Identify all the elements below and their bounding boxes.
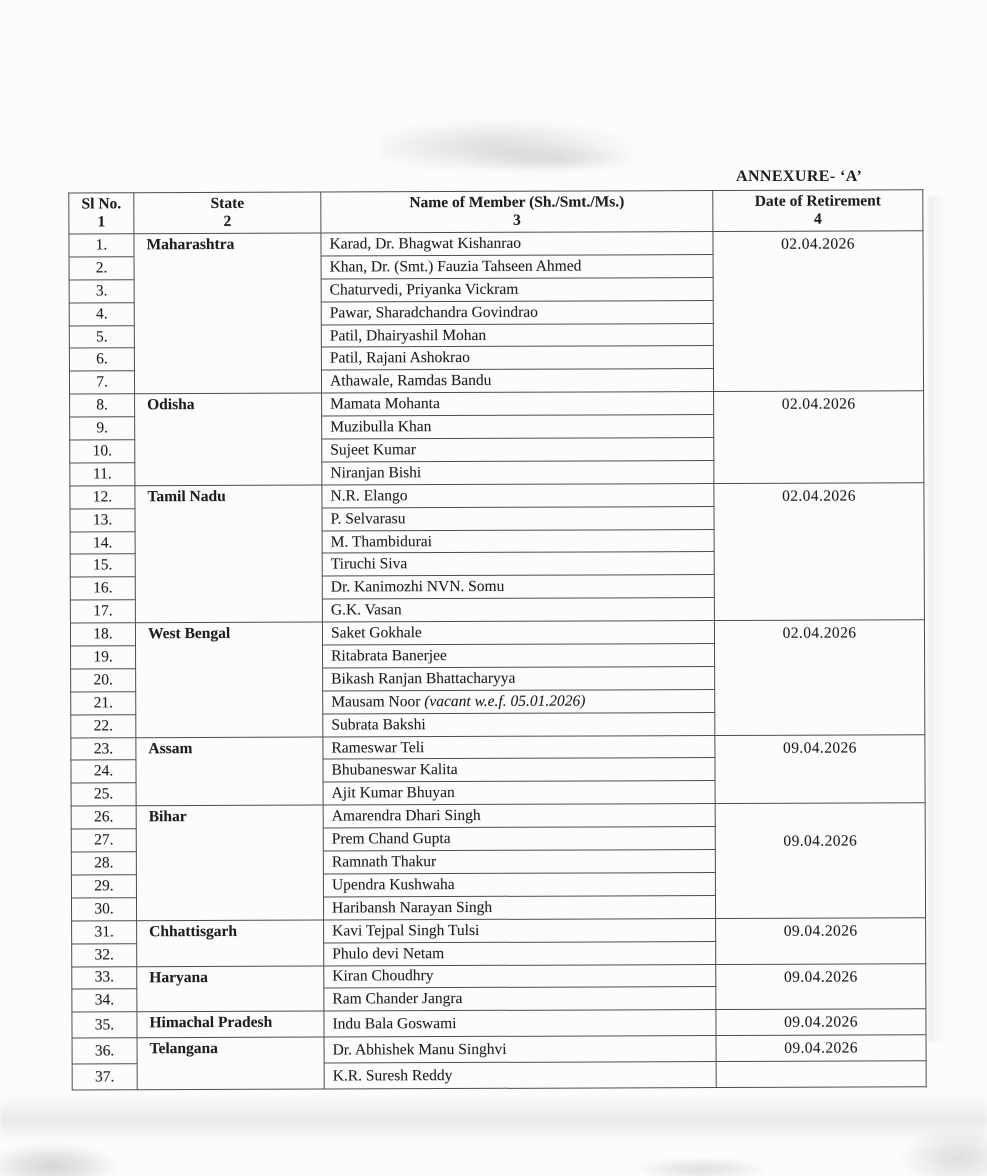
- state-cell: Odisha: [135, 393, 322, 485]
- member-name-cell: Niranjan Bishi: [322, 460, 714, 484]
- member-name-cell: Mausam Noor (vacant w.e.f. 05.01.2026): [323, 689, 715, 713]
- sl-cell: 36.: [72, 1038, 137, 1064]
- member-name-cell: Indu Bala Goswami: [324, 1010, 716, 1037]
- sl-cell: 37.: [72, 1064, 137, 1090]
- member-name-cell: Phulo devi Netam: [324, 941, 716, 965]
- header-label: Name of Member (Sh./Smt./Ms.): [409, 193, 625, 212]
- member-name-cell: Amarendra Dhari Singh: [323, 804, 715, 828]
- sl-cell: 6.: [69, 348, 134, 371]
- scan-smudge: [380, 118, 640, 170]
- header-state: [134, 192, 321, 234]
- sl-cell: 14.: [70, 531, 135, 554]
- sl-cell: 11.: [70, 463, 135, 486]
- sl-cell: 17.: [70, 600, 135, 623]
- member-name-cell: Pawar, Sharadchandra Govindrao: [321, 300, 713, 324]
- table-row: [72, 917, 926, 943]
- sl-cell: 30.: [71, 898, 136, 921]
- sl-cell: 28.: [71, 852, 136, 875]
- member-name-cell: Rameswar Teli: [323, 735, 715, 759]
- sl-cell: 7.: [69, 371, 134, 394]
- table-row: [72, 1035, 926, 1064]
- sl-cell: 27.: [71, 829, 136, 852]
- member-name-cell: Karad, Dr. Bhagwat Kishanrao: [321, 232, 713, 256]
- state-cell: Maharashtra: [134, 233, 322, 394]
- sl-cell: 13.: [70, 508, 135, 531]
- sl-cell: 2.: [69, 257, 134, 280]
- header-number: 1: [97, 213, 106, 231]
- members-table: [68, 189, 926, 1090]
- scan-edge-shadow: [928, 196, 946, 1042]
- sl-cell: 25.: [71, 783, 136, 806]
- member-name-cell: Haribansh Narayan Singh: [323, 895, 715, 919]
- scan-shading-mark: [636, 1158, 766, 1176]
- table-row: [72, 1009, 926, 1038]
- retirement-date-cell: 09.04.2026: [715, 734, 925, 803]
- sl-cell: 26.: [71, 806, 136, 829]
- sl-cell: 31.: [72, 920, 137, 943]
- vacancy-note: (vacant w.e.f. 05.01.2026): [420, 692, 586, 710]
- header-number: 3: [512, 211, 521, 229]
- retirement-date-cell: 09.04.2026: [715, 803, 925, 918]
- table-row: [70, 391, 924, 417]
- member-name-cell: Dr. Kanimozhi NVN. Somu: [322, 575, 714, 599]
- state-cell: Bihar: [136, 805, 323, 920]
- member-name-cell: Khan, Dr. (Smt.) Fauzia Tahseen Ahmed: [321, 254, 713, 278]
- member-table-body: [69, 231, 926, 1090]
- scan-shading-corner: [0, 1142, 122, 1176]
- sl-cell: 16.: [70, 577, 135, 600]
- sl-cell: 9.: [70, 417, 135, 440]
- scan-shading-band: [0, 1094, 987, 1142]
- table-header: [69, 190, 923, 234]
- sl-cell: 1.: [69, 234, 134, 257]
- sl-cell: 29.: [71, 875, 136, 898]
- header-number: 2: [223, 212, 232, 230]
- state-cell: Assam: [136, 737, 323, 806]
- retirement-date-cell: 02.04.2026: [714, 391, 924, 483]
- member-name-cell: Subrata Bakshi: [323, 712, 715, 736]
- member-name-cell: N.R. Elango: [322, 483, 714, 507]
- retirement-date-empty-cell: [716, 1061, 926, 1088]
- member-name-cell: Muzibulla Khan: [322, 415, 714, 439]
- state-cell: Chhattisgarh: [137, 920, 324, 966]
- sl-cell: 15.: [70, 554, 135, 577]
- member-name-cell: Ajit Kumar Bhuyan: [323, 781, 715, 805]
- sl-cell: 22.: [71, 714, 136, 737]
- table-row: [72, 963, 926, 989]
- sl-cell: 34.: [72, 989, 137, 1012]
- member-name-cell: Athawale, Ramdas Bandu: [321, 369, 713, 393]
- header-number: 4: [813, 210, 822, 228]
- retirement-date-cell: 09.04.2026: [716, 1009, 926, 1036]
- member-name-cell: Ram Chander Jangra: [324, 987, 716, 1011]
- member-name-cell: Chaturvedi, Priyanka Vickram: [321, 277, 713, 301]
- member-name-cell: Tiruchi Siva: [322, 552, 714, 576]
- retirement-date-cell: 09.04.2026: [716, 1035, 926, 1062]
- sl-cell: 20.: [71, 669, 136, 692]
- member-name-cell: P. Selvarasu: [322, 506, 714, 530]
- member-name-cell: Kiran Choudhry: [324, 964, 716, 988]
- retirement-date-cell: 02.04.2026: [713, 231, 924, 392]
- member-name-cell: Mamata Mohanta: [322, 392, 714, 416]
- sl-cell: 8.: [70, 394, 135, 417]
- retirement-table: [68, 189, 926, 1090]
- sl-cell: 4.: [69, 302, 134, 325]
- sl-cell: 19.: [71, 646, 136, 669]
- header-label: Sl No.: [81, 195, 122, 213]
- member-name-cell: G.K. Vasan: [322, 598, 714, 622]
- header-retirement-date: [713, 190, 923, 232]
- member-name-cell: Ritabrata Banerjee: [323, 644, 715, 668]
- sl-cell: 5.: [69, 325, 134, 348]
- sl-cell: 23.: [71, 737, 136, 760]
- state-cell: Tamil Nadu: [135, 485, 323, 623]
- retirement-date-cell: 02.04.2026: [714, 483, 925, 621]
- state-cell: West Bengal: [135, 622, 322, 737]
- member-name-cell: Bhubaneswar Kalita: [323, 758, 715, 782]
- member-name-cell: K.R. Suresh Reddy: [324, 1062, 716, 1089]
- sl-cell: 3.: [69, 280, 134, 303]
- header-label: State: [210, 194, 245, 212]
- member-name-cell: Upendra Kushwaha: [323, 872, 715, 896]
- sl-cell: 21.: [71, 692, 136, 715]
- sl-cell: 24.: [71, 760, 136, 783]
- header-label: Date of Retirement: [754, 192, 881, 210]
- member-name-cell: Prem Chand Gupta: [323, 827, 715, 851]
- annexure-heading: ANNEXURE- ‘A’: [736, 168, 863, 185]
- member-name-cell: Ramnath Thakur: [323, 850, 715, 874]
- state-cell: Haryana: [137, 966, 324, 1012]
- table-row: [70, 620, 924, 646]
- member-name-cell: Kavi Tejpal Singh Tulsi: [324, 918, 716, 942]
- member-name-cell: Saket Gokhale: [322, 621, 714, 645]
- retirement-date-cell: 09.04.2026: [716, 917, 926, 964]
- table-row: [70, 483, 924, 509]
- member-name-cell: Bikash Ranjan Bhattacharyya: [323, 666, 715, 690]
- member-name-cell: Sujeet Kumar: [322, 438, 714, 462]
- state-cell: Himachal Pradesh: [137, 1011, 324, 1038]
- header-member-name: [321, 191, 713, 234]
- sl-cell: 18.: [70, 623, 135, 646]
- member-name-cell: Patil, Dhairyashil Mohan: [321, 323, 713, 347]
- member-name-cell: M. Thambidurai: [322, 529, 714, 553]
- state-cell: Telangana: [137, 1037, 324, 1089]
- scan-smudge: [470, 146, 640, 172]
- table-row: [71, 734, 925, 760]
- table-row: [69, 231, 923, 257]
- sl-cell: 32.: [72, 943, 137, 966]
- scan-shading-corner: [898, 1126, 987, 1176]
- retirement-date-cell: 09.04.2026: [716, 963, 926, 1010]
- sl-cell: 12.: [70, 486, 135, 509]
- header-sl-no: [69, 193, 134, 234]
- sl-cell: 35.: [72, 1012, 137, 1038]
- sl-cell: 33.: [72, 966, 137, 989]
- member-name-cell: Patil, Rajani Ashokrao: [321, 346, 713, 370]
- sl-cell: 10.: [70, 440, 135, 463]
- member-name-cell: Dr. Abhishek Manu Singhvi: [324, 1036, 716, 1063]
- table-row: [71, 803, 925, 829]
- retirement-date-cell: 02.04.2026: [714, 620, 924, 735]
